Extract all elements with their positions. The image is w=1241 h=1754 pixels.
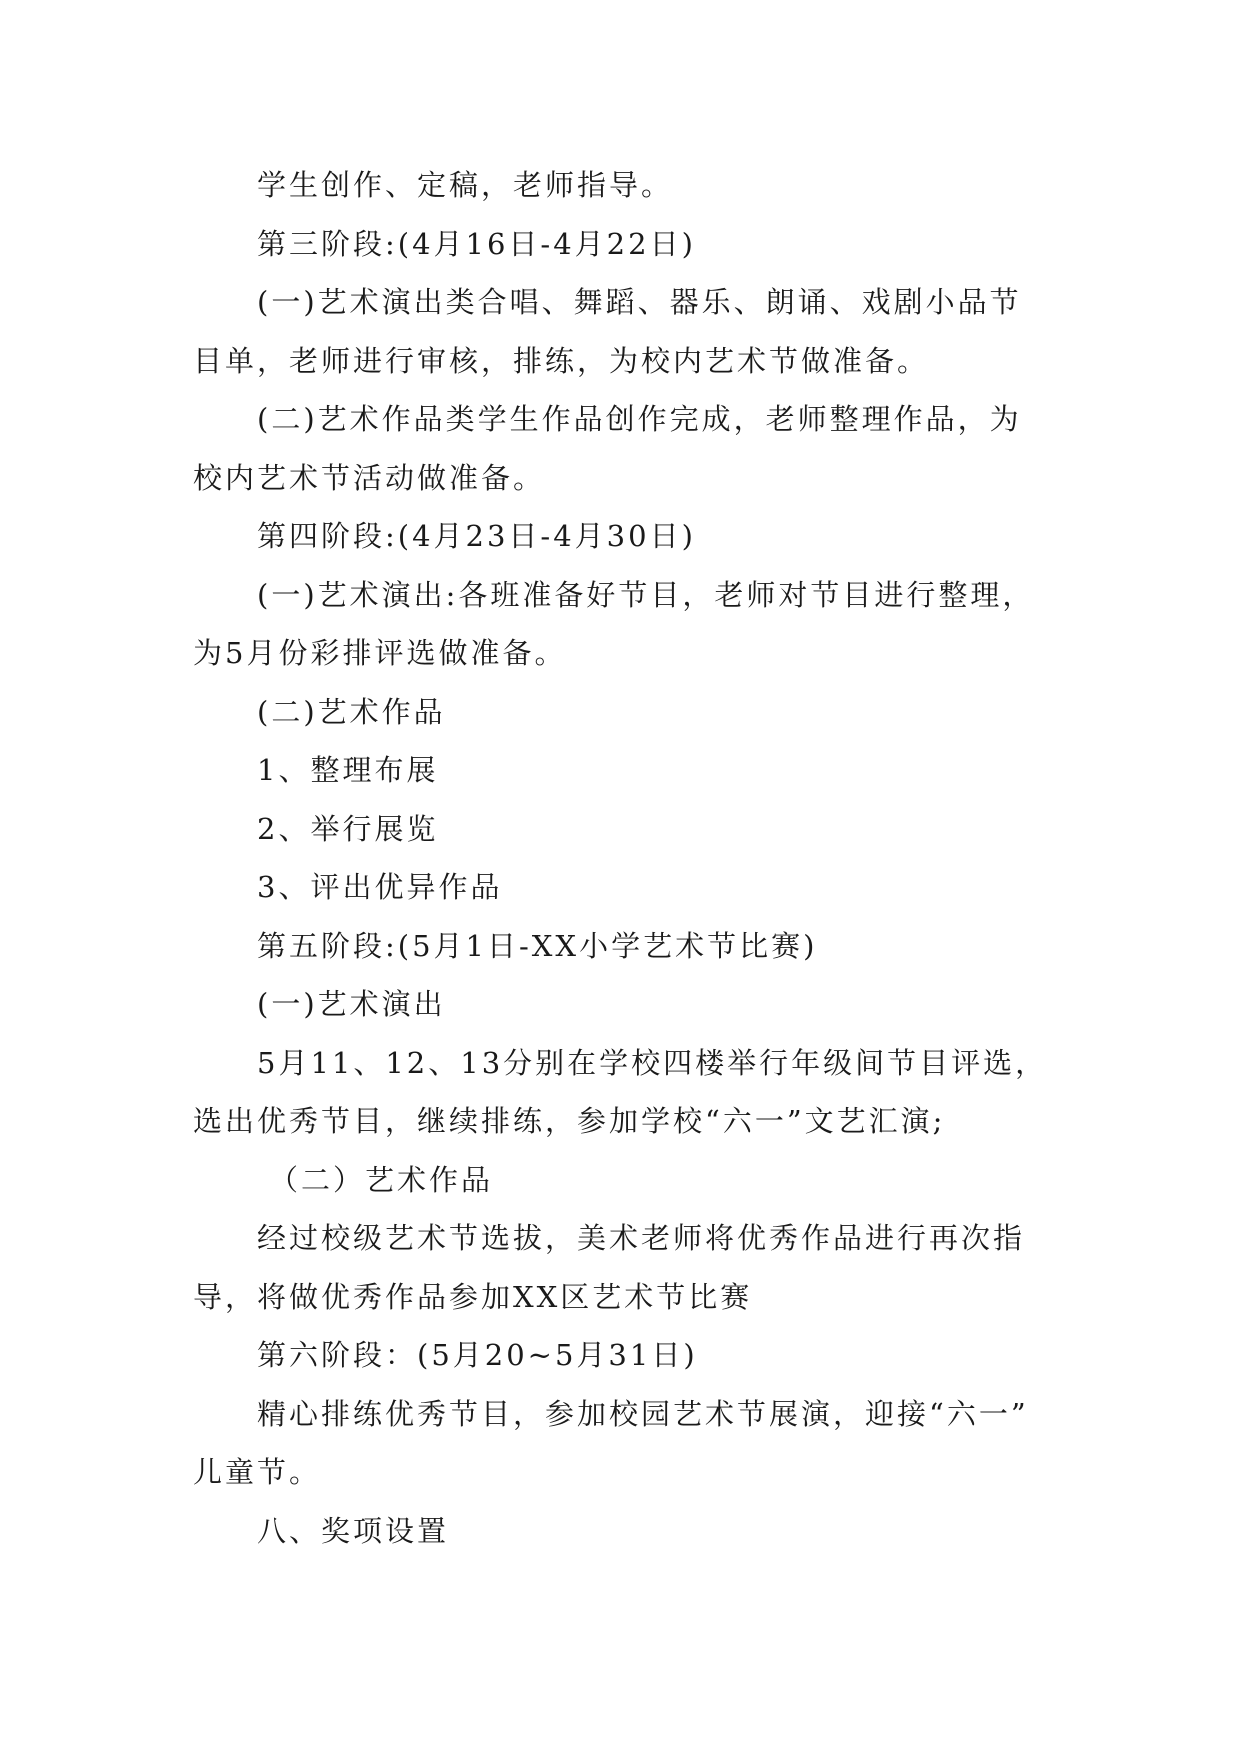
text-line: 儿童节。 xyxy=(193,1455,322,1489)
text-line: 选出优秀节目，继续排练，参加学校“六一”文艺汇演; xyxy=(193,1104,946,1138)
subheading: （二）艺术作品 xyxy=(269,1162,494,1197)
text-line: (二)艺术作品类学生作品创作完成，老师整理作品，为 xyxy=(257,402,1022,436)
text-line: (一)艺术演出:各班准备好节目，老师对节目进行整理， xyxy=(257,577,1035,612)
list-item: 2、举行展览 xyxy=(257,811,439,846)
text-line: 经过校级艺术节选拔，美术老师将优秀作品进行再次指 xyxy=(257,1221,1026,1255)
stage-heading: 第五阶段:(5月1日-XX小学艺术节比赛) xyxy=(257,928,818,963)
subheading: (二)艺术作品 xyxy=(257,694,446,729)
text-line: 精心排练优秀节目，参加校园艺术节展演，迎接“六一” xyxy=(257,1396,1029,1431)
stage-heading: 第六阶段：(5月20~5月31日) xyxy=(257,1338,698,1372)
document-body xyxy=(193,156,1063,1560)
list-item: 1、整理布展 xyxy=(257,753,439,787)
text-line: 目单，老师进行审核，排练，为校内艺术节做准备。 xyxy=(193,343,930,378)
text-line: 5月11、12、13分别在学校四楼举行年级间节目评选， xyxy=(257,1045,1048,1080)
text-line: 导，将做优秀作品参加XX区艺术节比赛 xyxy=(193,1279,753,1314)
text-line: (一)艺术演出类合唱、舞蹈、器乐、朗诵、戏剧小品节 xyxy=(257,285,1022,319)
stage-heading: 第三阶段:(4月16日-4月22日) xyxy=(257,226,696,261)
text-line: 校内艺术节活动做准备。 xyxy=(193,460,546,495)
list-item: 3、评出优异作品 xyxy=(257,870,503,904)
section-heading: 八、奖项设置 xyxy=(257,1513,450,1548)
stage-heading: 第四阶段:(4月23日-4月30日) xyxy=(257,519,696,553)
text-line: 学生创作、定稿，老师指导。 xyxy=(257,168,674,202)
subheading: (一)艺术演出 xyxy=(257,987,446,1021)
text-line: 为5月份彩排评选做准备。 xyxy=(193,636,567,670)
